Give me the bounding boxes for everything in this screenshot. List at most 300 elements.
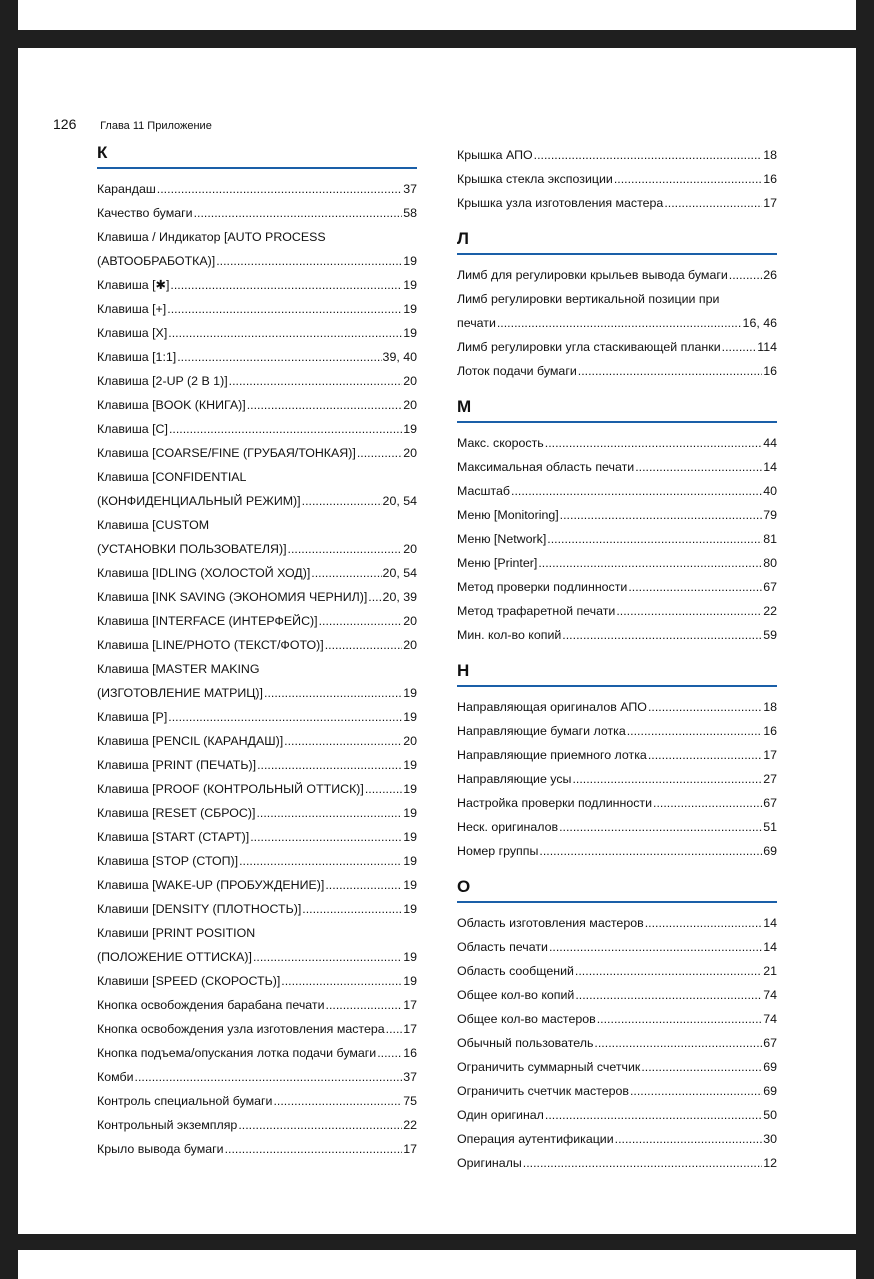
- index-entry: [457, 1031, 777, 1055]
- index-page-ref: 20: [403, 374, 417, 388]
- dot-leader: [319, 609, 403, 633]
- index-term: Клавиша [2-UP (2 В 1)]: [97, 374, 228, 388]
- index-page-ref: 59: [763, 628, 777, 642]
- index-section-heading: Л: [457, 229, 777, 255]
- index-entry: [457, 167, 777, 191]
- index-entry: [457, 335, 777, 359]
- index-term: Оригиналы: [457, 1156, 522, 1170]
- index-page-ref: 17: [763, 748, 777, 762]
- dot-leader: [538, 551, 762, 575]
- index-entry: [97, 777, 417, 801]
- index-entry: [97, 681, 417, 705]
- index-page-ref: 16: [763, 724, 777, 738]
- index-entry: [97, 321, 417, 345]
- index-entry: [457, 527, 777, 551]
- index-entry: [97, 1113, 417, 1137]
- index-term: Метод трафаретной печати: [457, 604, 616, 618]
- next-page-edge: [18, 1250, 856, 1279]
- index-entry: [97, 1065, 417, 1089]
- index-entry: [97, 969, 417, 993]
- index-term: Клавиша [1:1]: [97, 350, 177, 364]
- index-term: Общее кол-во копий: [457, 988, 575, 1002]
- index-entry: [97, 993, 417, 1017]
- index-term: Кнопка подъема/опускания лотка подачи бумаги: [97, 1046, 377, 1060]
- dot-leader: [545, 1103, 762, 1127]
- index-page-ref: 19: [403, 974, 417, 988]
- index-entry: [457, 479, 777, 503]
- index-term: Метод проверки подлинности: [457, 580, 628, 594]
- index-page-ref: 19: [403, 302, 417, 316]
- index-page-ref: 20, 39: [382, 590, 417, 604]
- index-term: Клавиша [BOOK (КНИГА)]: [97, 398, 246, 412]
- index-entry: [457, 311, 777, 335]
- dot-leader: [628, 575, 762, 599]
- dot-leader: [539, 839, 762, 863]
- index-entry: [457, 911, 777, 935]
- index-entry: [457, 1151, 777, 1175]
- index-page-ref: 17: [403, 1142, 417, 1156]
- dot-leader: [257, 753, 402, 777]
- index-page-ref: 27: [763, 772, 777, 786]
- dot-leader: [264, 681, 402, 705]
- index-entry: [97, 825, 417, 849]
- index-term: Клавиша [INK SAVING (ЭКОНОМИЯ ЧЕРНИЛ)]: [97, 590, 368, 604]
- index-term: печати: [457, 316, 496, 330]
- index-entry: [457, 983, 777, 1007]
- index-term: Клавиши [DENSITY (ПЛОТНОСТЬ)]: [97, 902, 302, 916]
- index-entry: [97, 225, 417, 249]
- dot-leader: [664, 191, 762, 215]
- index-term: (УСТАНОВКИ ПОЛЬЗОВАТЕЛЯ)]: [97, 542, 287, 556]
- index-term: Карандаш: [97, 182, 156, 196]
- index-term: Клавиша [LINE/PHOTO (ТЕКСТ/ФОТО)]: [97, 638, 324, 652]
- index-entry: [457, 551, 777, 575]
- index-entry: [97, 609, 417, 633]
- index-entry: [457, 143, 777, 167]
- dot-leader: [615, 1127, 763, 1151]
- index-term: Область печати: [457, 940, 548, 954]
- index-column-left: [97, 143, 417, 1161]
- index-page-ref: 22: [403, 1118, 417, 1132]
- dot-leader: [377, 1041, 402, 1065]
- index-page-ref: 67: [763, 580, 777, 594]
- index-term: (КОНФИДЕНЦИАЛЬНЫЙ РЕЖИМ)]: [97, 494, 301, 508]
- dot-leader: [648, 695, 762, 719]
- index-entry: [97, 633, 417, 657]
- dot-leader: [722, 335, 757, 359]
- index-page-ref: 20, 54: [382, 494, 417, 508]
- index-entry: [457, 935, 777, 959]
- index-page-ref: 44: [763, 436, 777, 450]
- index-entry: [97, 297, 417, 321]
- dot-leader: [597, 1007, 762, 1031]
- chapter-title: Глава 11 Приложение: [100, 120, 212, 132]
- index-term: Лимб регулировки угла стаскивающей планки: [457, 340, 721, 354]
- index-entry: [457, 599, 777, 623]
- index-term: Контрольный экземпляр: [97, 1118, 238, 1132]
- dot-leader: [168, 321, 402, 345]
- index-page-ref: 75: [403, 1094, 417, 1108]
- dot-leader: [225, 1137, 403, 1161]
- index-entry: [97, 1041, 417, 1065]
- page-header: [53, 116, 212, 132]
- index-entry: [457, 719, 777, 743]
- index-entry: [97, 417, 417, 441]
- index-page-ref: 40: [763, 484, 777, 498]
- dot-leader: [302, 489, 382, 513]
- index-section-heading: К: [97, 143, 417, 169]
- index-term: Крыло вывода бумаги: [97, 1142, 224, 1156]
- index-term: Лоток подачи бумаги: [457, 364, 577, 378]
- index-entry: [457, 1079, 777, 1103]
- index-term: Мин. кол-во копий: [457, 628, 562, 642]
- index-term: Направляющие усы: [457, 772, 572, 786]
- index-page-ref: 69: [763, 1084, 777, 1098]
- dot-leader: [594, 1031, 762, 1055]
- index-term: (ИЗГОТОВЛЕНИЕ МАТРИЦ)]: [97, 686, 263, 700]
- index-term: Максимальная область печати: [457, 460, 635, 474]
- index-term: Клавиша [CONFIDENTIAL: [97, 470, 247, 484]
- index-page-ref: 20: [403, 638, 417, 652]
- index-column-right: [457, 143, 777, 1175]
- index-entry: [97, 1137, 417, 1161]
- index-term: Клавиша [STOP (СТОП)]: [97, 854, 239, 868]
- dot-leader: [648, 743, 762, 767]
- index-page-ref: 20: [403, 398, 417, 412]
- dot-leader: [497, 311, 742, 335]
- dot-leader: [653, 791, 762, 815]
- dot-leader: [273, 1089, 402, 1113]
- index-entry: [97, 201, 417, 225]
- index-term: Клавиши [SPEED (СКОРОСТЬ)]: [97, 974, 281, 988]
- dot-leader: [135, 1065, 403, 1089]
- index-term: Область сообщений: [457, 964, 574, 978]
- index-entry: [97, 489, 417, 513]
- dot-leader: [284, 729, 402, 753]
- index-entry: [97, 801, 417, 825]
- dot-leader: [575, 959, 762, 983]
- index-term: Клавиша [PENCIL (КАРАНДАШ)]: [97, 734, 284, 748]
- dot-leader: [578, 359, 762, 383]
- dot-leader: [247, 393, 402, 417]
- index-entry: [457, 623, 777, 647]
- index-term: Клавиши [PRINT POSITION: [97, 926, 256, 940]
- index-term: Лимб регулировки вертикальной позиции при: [457, 292, 720, 306]
- index-entry: [457, 695, 777, 719]
- index-term: Клавиша / Индикатор [AUTO PROCESS: [97, 230, 326, 244]
- dot-leader: [729, 263, 762, 287]
- index-page-ref: 21: [763, 964, 777, 978]
- dot-leader: [239, 849, 402, 873]
- index-term: Номер группы: [457, 844, 539, 858]
- index-term: Клавиша [IDLING (ХОЛОСТОЙ ХОД)]: [97, 566, 311, 580]
- dot-leader: [216, 249, 402, 273]
- index-page-ref: 69: [763, 844, 777, 858]
- section-gap: [457, 383, 777, 397]
- index-term: Меню [Monitoring]: [457, 508, 559, 522]
- index-entry: [97, 177, 417, 201]
- dot-leader: [325, 633, 403, 657]
- index-entry: [457, 839, 777, 863]
- index-page-ref: 14: [763, 460, 777, 474]
- index-page-ref: 50: [763, 1108, 777, 1122]
- index-entry: [97, 249, 417, 273]
- dot-leader: [616, 599, 762, 623]
- dot-leader: [288, 537, 403, 561]
- index-term: Меню [Printer]: [457, 556, 538, 570]
- index-page-ref: 37: [403, 1070, 417, 1084]
- index-entry: [97, 873, 417, 897]
- index-entry: [457, 263, 777, 287]
- index-page-ref: 26: [763, 268, 777, 282]
- index-page-ref: 19: [403, 422, 417, 436]
- index-page-ref: 114: [757, 340, 777, 354]
- index-term: Клавиша [COARSE/FINE (ГРУБАЯ/ТОНКАЯ)]: [97, 446, 356, 460]
- index-entry: [97, 273, 417, 297]
- index-term: Направляющие бумаги лотка: [457, 724, 626, 738]
- index-term: Клавиша [P]: [97, 710, 168, 724]
- index-term: Качество бумаги: [97, 206, 193, 220]
- index-term: Общее кол-во мастеров: [457, 1012, 596, 1026]
- index-page-ref: 19: [403, 854, 417, 868]
- index-entry: [457, 455, 777, 479]
- index-entry: [97, 657, 417, 681]
- index-page-ref: 67: [763, 1036, 777, 1050]
- dot-leader: [562, 623, 762, 647]
- dot-leader: [169, 417, 402, 441]
- index-entry: [97, 369, 417, 393]
- dot-leader: [641, 1055, 762, 1079]
- index-term: Обычный пользователь: [457, 1036, 594, 1050]
- dot-leader: [635, 455, 762, 479]
- index-entry: [97, 561, 417, 585]
- document-page: [18, 48, 856, 1234]
- index-page-ref: 30: [763, 1132, 777, 1146]
- dot-leader: [523, 1151, 762, 1175]
- dot-leader: [302, 897, 402, 921]
- dot-leader: [559, 815, 762, 839]
- index-entry: [97, 705, 417, 729]
- index-term: Крышка АПО: [457, 148, 533, 162]
- index-entry: [457, 575, 777, 599]
- index-term: Клавиша [RESET (СБРОС)]: [97, 806, 256, 820]
- index-term: Направляющие приемного лотка: [457, 748, 647, 762]
- index-page-ref: 20: [403, 542, 417, 556]
- dot-leader: [575, 983, 762, 1007]
- index-entry: [97, 441, 417, 465]
- index-page-ref: 51: [763, 820, 777, 834]
- dot-leader: [170, 273, 402, 297]
- index-term: Контроль специальной бумаги: [97, 1094, 273, 1108]
- dot-leader: [253, 945, 402, 969]
- index-page-ref: 58: [403, 206, 417, 220]
- index-entry: [457, 767, 777, 791]
- dot-leader: [368, 585, 381, 609]
- index-entry: [97, 1017, 417, 1041]
- dot-leader: [238, 1113, 402, 1137]
- dot-leader: [572, 767, 762, 791]
- index-page-ref: 80: [763, 556, 777, 570]
- index-term: Клавиша [WAKE-UP (ПРОБУЖДЕНИЕ)]: [97, 878, 325, 892]
- index-entry: [457, 1103, 777, 1127]
- index-page-ref: 19: [403, 830, 417, 844]
- index-page-ref: 19: [403, 686, 417, 700]
- dot-leader: [534, 143, 763, 167]
- dot-leader: [560, 503, 763, 527]
- dot-leader: [194, 201, 403, 225]
- index-section-heading: Н: [457, 661, 777, 687]
- index-page-ref: 20, 54: [382, 566, 417, 580]
- index-entry: [97, 897, 417, 921]
- index-page-ref: 20: [403, 734, 417, 748]
- index-entry: [457, 791, 777, 815]
- index-entry: [97, 537, 417, 561]
- dot-leader: [326, 993, 403, 1017]
- index-page-ref: 19: [403, 902, 417, 916]
- index-page-ref: 74: [763, 988, 777, 1002]
- index-entry: [457, 1055, 777, 1079]
- dot-leader: [645, 911, 763, 935]
- index-entry: [97, 513, 417, 537]
- index-term: Ограничить счетчик мастеров: [457, 1084, 629, 1098]
- index-page-ref: 14: [763, 916, 777, 930]
- index-entry: [97, 1089, 417, 1113]
- index-term: Клавиша [MASTER MAKING: [97, 662, 260, 676]
- index-entry: [97, 465, 417, 489]
- index-term: Макс. скорость: [457, 436, 544, 450]
- index-page-ref: 16: [403, 1046, 417, 1060]
- index-term: Клавиша [INTERFACE (ИНТЕРФЕЙС)]: [97, 614, 318, 628]
- index-page-ref: 19: [403, 950, 417, 964]
- dot-leader: [386, 1017, 403, 1041]
- dot-leader: [545, 431, 762, 455]
- index-page-ref: 19: [403, 782, 417, 796]
- dot-leader: [547, 527, 762, 551]
- index-term: Область изготовления мастеров: [457, 916, 644, 930]
- index-page-ref: 22: [763, 604, 777, 618]
- dot-leader: [357, 441, 402, 465]
- index-entry: [97, 393, 417, 417]
- index-page-ref: 79: [763, 508, 777, 522]
- index-page-ref: 14: [763, 940, 777, 954]
- section-gap: [457, 215, 777, 229]
- index-page-ref: 19: [403, 254, 417, 268]
- index-term: (ПОЛОЖЕНИЕ ОТТИСКА)]: [97, 950, 252, 964]
- index-page-ref: 74: [763, 1012, 777, 1026]
- index-entry: [457, 431, 777, 455]
- index-page-ref: 20: [403, 614, 417, 628]
- dot-leader: [229, 369, 403, 393]
- index-term: Один оригинал: [457, 1108, 544, 1122]
- dot-leader: [511, 479, 762, 503]
- index-term: Комби: [97, 1070, 134, 1084]
- index-entry: [457, 359, 777, 383]
- index-entry: [457, 815, 777, 839]
- index-entry: [457, 503, 777, 527]
- index-page-ref: 37: [403, 182, 417, 196]
- index-term: Направляющая оригиналов АПО: [457, 700, 647, 714]
- index-entry: [457, 287, 777, 311]
- index-page-ref: 81: [763, 532, 777, 546]
- previous-page-edge: [18, 0, 856, 30]
- index-term: Операция аутентификации: [457, 1132, 614, 1146]
- index-term: Неск. оригиналов: [457, 820, 559, 834]
- index-term: Клавиша [✱]: [97, 278, 170, 292]
- index-page-ref: 16, 46: [742, 316, 777, 330]
- index-entry: [97, 945, 417, 969]
- index-page-ref: 16: [763, 364, 777, 378]
- index-term: Кнопка освобождения узла изготовления мастера: [97, 1022, 385, 1036]
- dot-leader: [157, 177, 402, 201]
- index-term: Клавиша [C]: [97, 422, 168, 436]
- index-term: Настройка проверки подлинности: [457, 796, 653, 810]
- index-entry: [97, 585, 417, 609]
- index-entry: [97, 729, 417, 753]
- dot-leader: [630, 1079, 762, 1103]
- index-entry: [97, 921, 417, 945]
- page-number: 126: [53, 116, 77, 132]
- dot-leader: [281, 969, 402, 993]
- index-entry: [457, 959, 777, 983]
- dot-leader: [250, 825, 402, 849]
- dot-leader: [311, 561, 381, 585]
- index-page-ref: 19: [403, 710, 417, 724]
- index-page-ref: 16: [763, 172, 777, 186]
- dot-leader: [614, 167, 762, 191]
- index-term: Лимб для регулировки крыльев вывода бумаги: [457, 268, 728, 282]
- index-term: Клавиша [X]: [97, 326, 168, 340]
- index-term: Крышка узла изготовления мастера: [457, 196, 664, 210]
- index-page-ref: 20: [403, 446, 417, 460]
- index-term: Клавиша [PROOF (КОНТРОЛЬНЫЙ ОТТИСК)]: [97, 782, 364, 796]
- dot-leader: [256, 801, 402, 825]
- index-term: Клавиша [START (СТАРТ)]: [97, 830, 250, 844]
- index-entry: [457, 191, 777, 215]
- index-term: Меню [Network]: [457, 532, 547, 546]
- index-section-heading: М: [457, 397, 777, 423]
- index-page-ref: 18: [763, 148, 777, 162]
- index-term: Клавиша [+]: [97, 302, 167, 316]
- index-page-ref: 19: [403, 806, 417, 820]
- section-gap: [457, 863, 777, 877]
- index-term: Клавиша [CUSTOM: [97, 518, 210, 532]
- index-term: Ограничить суммарный счетчик: [457, 1060, 641, 1074]
- index-page-ref: 17: [403, 998, 417, 1012]
- index-term: Кнопка освобождения барабана печати: [97, 998, 325, 1012]
- index-term: Крышка стекла экспозиции: [457, 172, 613, 186]
- index-entry: [457, 1007, 777, 1031]
- index-page-ref: 19: [403, 878, 417, 892]
- index-entry: [97, 345, 417, 369]
- index-entry: [97, 753, 417, 777]
- dot-leader: [325, 873, 402, 897]
- index-term: Клавиша [PRINT (ПЕЧАТЬ)]: [97, 758, 257, 772]
- index-page-ref: 19: [403, 326, 417, 340]
- index-page-ref: 19: [403, 278, 417, 292]
- index-page-ref: 69: [763, 1060, 777, 1074]
- index-term: (АВТООБРАБОТКА)]: [97, 254, 216, 268]
- index-entry: [457, 743, 777, 767]
- dot-leader: [168, 705, 402, 729]
- dot-leader: [177, 345, 381, 369]
- index-entry: [97, 849, 417, 873]
- dot-leader: [549, 935, 762, 959]
- index-page-ref: 17: [403, 1022, 417, 1036]
- dot-leader: [167, 297, 402, 321]
- index-term: Масштаб: [457, 484, 511, 498]
- index-page-ref: 19: [403, 758, 417, 772]
- dot-leader: [627, 719, 762, 743]
